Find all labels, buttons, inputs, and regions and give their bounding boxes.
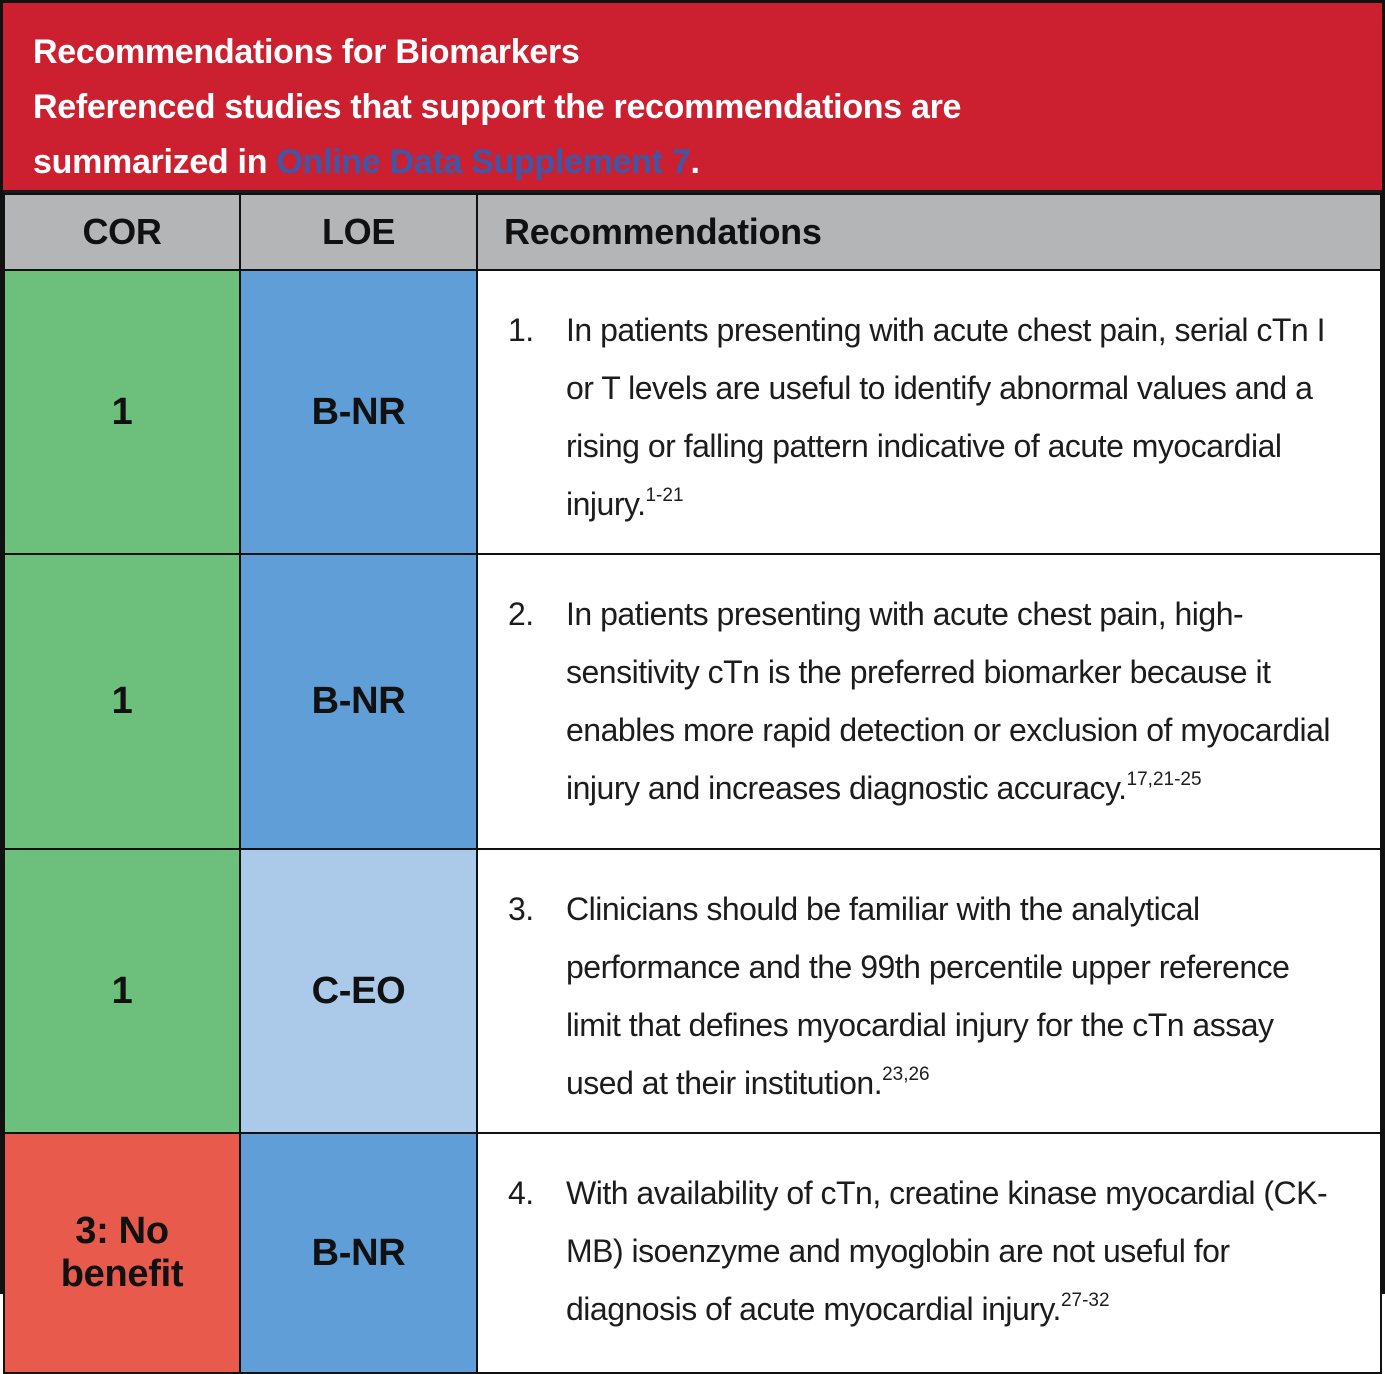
loe-cell: C-EO bbox=[240, 849, 477, 1133]
reference-superscript: 23,26 bbox=[882, 1064, 930, 1085]
cor-column-header: COR bbox=[4, 194, 240, 270]
reference-superscript: 17,21-25 bbox=[1126, 769, 1202, 790]
loe-column-header: LOE bbox=[240, 194, 477, 270]
recommendation-number: 4. bbox=[508, 1175, 534, 1211]
cor-cell: 1 bbox=[4, 849, 240, 1133]
banner-subtitle-suffix: . bbox=[690, 143, 700, 181]
table-row bbox=[4, 270, 1381, 554]
cor-cell: 1 bbox=[4, 554, 240, 849]
table-row bbox=[4, 849, 1381, 1133]
recommendation-text: In patients presenting with acute chest pain, serial cTn I or T levels are useful to identify abnormal values and a rising or falling pattern indicative of acute myocardial injury.$^{1-21}$ bbox=[566, 312, 1325, 522]
recommendations-column-header: Recommendations bbox=[477, 194, 1381, 270]
banner-subtitle-prefix: summarized in bbox=[33, 143, 277, 181]
cor-cell: 3: No benefit bbox=[4, 1133, 240, 1373]
loe-cell: B-NR bbox=[240, 1133, 477, 1373]
loe-cell: B-NR bbox=[240, 554, 477, 849]
recommendation-number: 1. bbox=[508, 312, 534, 348]
banner-title: Recommendations for Biomarkers bbox=[33, 33, 580, 71]
recommendation-cell bbox=[477, 1133, 1381, 1373]
recommendation-cell bbox=[477, 554, 1381, 849]
table-row bbox=[4, 1133, 1381, 1373]
recommendation-text: With availability of cTn, creatine kinase myocardial (CK-MB) isoenzyme and myoglobin are not useful for diagnosis of acute myocardial injury.$^{27-32}$ bbox=[566, 1175, 1328, 1327]
recommendation-cell bbox=[477, 849, 1381, 1133]
loe-cell: B-NR bbox=[240, 270, 477, 554]
recommendation-number: 2. bbox=[508, 596, 534, 632]
recommendation-number: 3. bbox=[508, 891, 534, 927]
recommendation-text: Clinicians should be familiar with the analytical performance and the 99th percentile upper reference limit that defines myocardial injury for the cTn assay used at their institution.$^{23,26}$ bbox=[566, 891, 1290, 1101]
banner-subtitle-line2 bbox=[33, 135, 1352, 190]
title-banner bbox=[3, 3, 1382, 193]
banner-subtitle-line1: Referenced studies that support the recommendations are bbox=[33, 88, 962, 126]
cor-cell: 1 bbox=[4, 270, 240, 554]
table-row bbox=[4, 554, 1381, 849]
reference-superscript: 27-32 bbox=[1060, 1290, 1110, 1311]
recommendations-table bbox=[3, 193, 1382, 1374]
recommendation-cell bbox=[477, 270, 1381, 554]
recommendation-text: In patients presenting with acute chest pain, high-sensitivity cTn is the preferred biomarker because it enables more rapid detection or exclusion of myocardial injury and increases diagnostic accuracy.$^{17,21-25}$ bbox=[566, 596, 1331, 806]
table-header-row bbox=[4, 194, 1381, 270]
reference-superscript: 1-21 bbox=[645, 485, 684, 506]
online-data-supplement-link[interactable]: Online Data Supplement 7 bbox=[276, 143, 691, 181]
